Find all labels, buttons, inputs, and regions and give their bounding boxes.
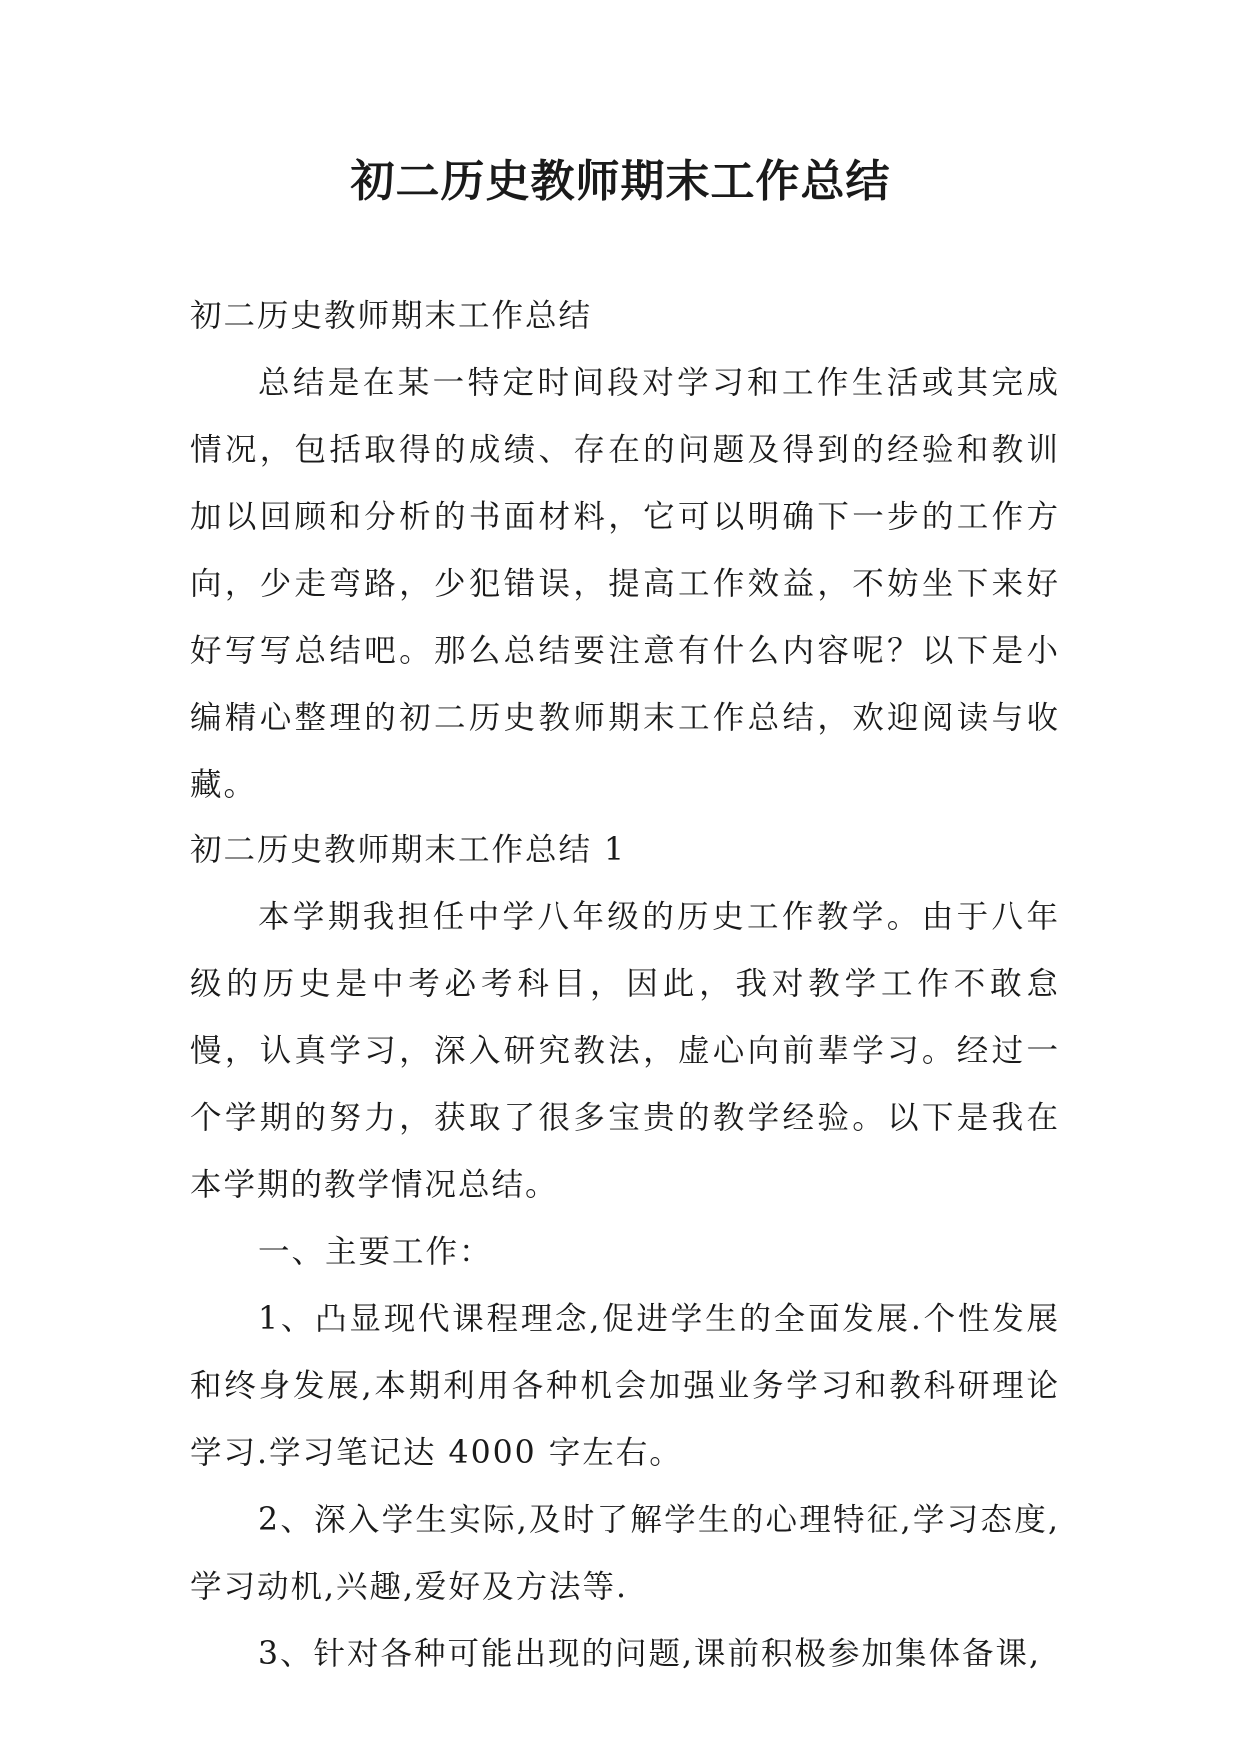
document-title: 初二历史教师期末工作总结	[350, 156, 891, 207]
section-1-item-1: 1、凸显现代课程理念,促进学生的全面发展.个性发展和终身发展,本期利用各种机会加强业务学习和教科研理论学习.学习笔记达 4000 字左右。	[190, 1301, 1060, 1471]
section-1	[190, 817, 1060, 1688]
section-1-item-3: 3、针对各种可能出现的问题,课前积极参加集体备课,	[258, 1636, 1042, 1672]
section-1-paragraph: 本学期我担任中学八年级的历史工作教学。由于八年级的历史是中考必考科目，因此，我对教学工作不敢怠慢，认真学习，深入研究教法，虚心向前辈学习。经过一个学期的努力，获取了很多宝贵的教学经验。以下是我在本学期的教学情况总结。	[190, 899, 1060, 1203]
intro-heading: 初二历史教师期末工作总结	[190, 298, 593, 334]
intro-paragraph: 总结是在某一特定时间段对学习和工作生活或其完成情况，包括取得的成绩、存在的问题及得到的经验和教训加以回顾和分析的书面材料，它可以明确下一步的工作方向，少走弯路，少犯错误，提高工作效益，不妨坐下来好好写写总结吧。那么总结要注意有什么内容呢？以下是小编精心整理的初二历史教师期末工作总结，欢迎阅读与收藏。	[190, 365, 1060, 803]
section-1-heading: 初二历史教师期末工作总结 1	[190, 832, 627, 868]
section-1-subheading: 一、主要工作：	[258, 1234, 493, 1270]
intro-section	[190, 283, 1060, 819]
section-1-item-2: 2、深入学生实际,及时了解学生的心理特征,学习态度,学习动机,兴趣,爱好及方法等.	[190, 1502, 1060, 1605]
